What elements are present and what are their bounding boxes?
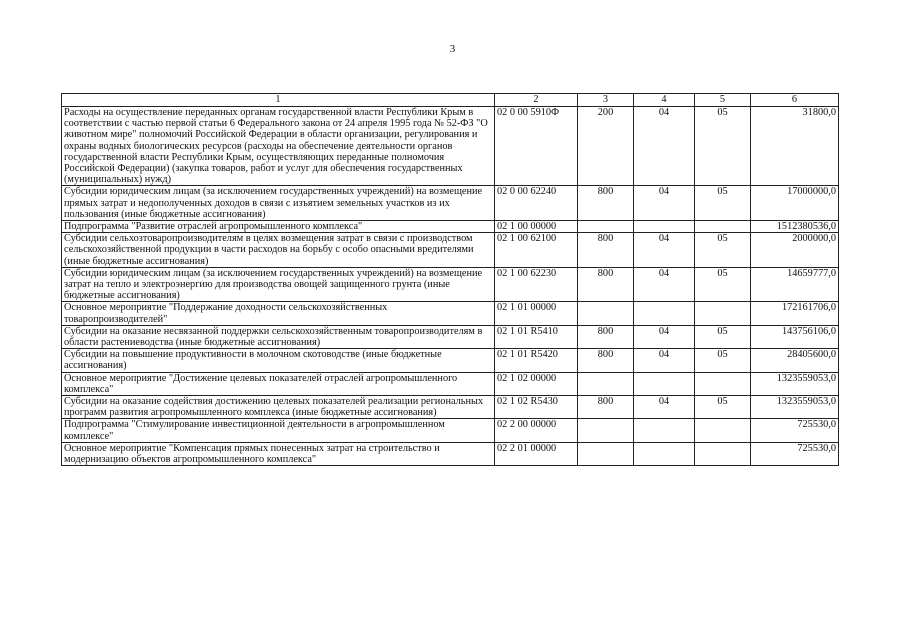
row-classification-code: 02 0 00 5910Ф (495, 107, 578, 186)
table-body (62, 107, 839, 466)
row-expense-type: 800 (578, 349, 634, 372)
row-description: Субсидии на оказание содействия достижению целевых показателей реализации региональных программ развития агропромышленного комплекса (иные бюджетные ассигнования) (62, 396, 495, 419)
row-subsection: 05 (695, 396, 751, 419)
table-header (62, 94, 839, 107)
row-expense-type: 800 (578, 233, 634, 268)
table-row (62, 267, 839, 302)
table-row (62, 396, 839, 419)
row-expense-type: 800 (578, 325, 634, 348)
row-expense-type (578, 372, 634, 395)
row-amount: 17000000,0 (751, 186, 839, 221)
row-amount: 143756106,0 (751, 325, 839, 348)
row-section: 04 (634, 349, 695, 372)
row-classification-code: 02 1 00 62230 (495, 267, 578, 302)
table-row (62, 233, 839, 268)
row-amount: 28405600,0 (751, 349, 839, 372)
row-subsection (695, 302, 751, 325)
row-description: Субсидии на повышение продуктивности в молочном скотоводстве (иные бюджетные ассигнования) (62, 349, 495, 372)
row-section: 04 (634, 186, 695, 221)
row-section (634, 302, 695, 325)
row-section (634, 419, 695, 442)
row-section: 04 (634, 107, 695, 186)
row-classification-code: 02 0 00 62240 (495, 186, 578, 221)
row-expense-type: 200 (578, 107, 634, 186)
row-subsection (695, 442, 751, 465)
table-row (62, 325, 839, 348)
column-header: 1 (62, 94, 495, 107)
table-row (62, 186, 839, 221)
row-section: 04 (634, 267, 695, 302)
row-expense-type: 800 (578, 267, 634, 302)
row-description: Подпрограмма "Развитие отраслей агропромышленного комплекса" (62, 221, 495, 233)
row-amount: 1323559053,0 (751, 396, 839, 419)
row-section (634, 442, 695, 465)
row-section: 04 (634, 325, 695, 348)
table-row (62, 442, 839, 465)
row-description: Субсидии юридическим лицам (за исключением государственных учреждений) на возмещение затрат на тепло и электроэнергию для производства овощей защищенного грунта (иные бюджетные ассигнования) (62, 267, 495, 302)
table-row (62, 302, 839, 325)
row-description: Субсидии юридическим лицам (за исключением государственных учреждений) на возмещение прямых затрат и недополученных доходов в связи с изъятием земельных участков из их пользования (иные бюджетные ассигнования) (62, 186, 495, 221)
table-row (62, 349, 839, 372)
budget-table (61, 93, 839, 466)
row-expense-type (578, 419, 634, 442)
row-description: Основное мероприятие "Поддержание доходности сельскохозяйственных товаропроизводителей" (62, 302, 495, 325)
row-classification-code: 02 1 02 00000 (495, 372, 578, 395)
row-amount: 172161706,0 (751, 302, 839, 325)
table-row (62, 221, 839, 233)
table-row (62, 107, 839, 186)
row-classification-code: 02 1 01 00000 (495, 302, 578, 325)
column-header: 4 (634, 94, 695, 107)
table-row (62, 419, 839, 442)
row-description: Расходы на осуществление переданных органам государственной власти Республики Крым в соответствии с частью первой статьи 6 Федерального закона от 24 апреля 1995 года № 52-ФЗ "О животном мире" полномочий Российской Федерации в области организации, регулирования и охраны водных биологических ресурсов (расходы на обеспечение деятельности органов государственной власти Республики Крым, осуществляющих переданные полномочия Российской Федерации) (закупка товаров, работ и услуг для обеспечения государственных (муниципальных) нужд) (62, 107, 495, 186)
row-classification-code: 02 1 00 00000 (495, 221, 578, 233)
row-section: 04 (634, 233, 695, 268)
row-subsection: 05 (695, 349, 751, 372)
row-expense-type: 800 (578, 186, 634, 221)
row-amount: 31800,0 (751, 107, 839, 186)
table-row (62, 372, 839, 395)
row-subsection: 05 (695, 325, 751, 348)
row-subsection (695, 419, 751, 442)
row-amount: 725530,0 (751, 419, 839, 442)
row-classification-code: 02 1 01 R5420 (495, 349, 578, 372)
row-amount: 14659777,0 (751, 267, 839, 302)
row-classification-code: 02 2 01 00000 (495, 442, 578, 465)
row-section (634, 221, 695, 233)
row-subsection (695, 221, 751, 233)
row-section (634, 372, 695, 395)
row-classification-code: 02 2 00 00000 (495, 419, 578, 442)
header-row (62, 94, 839, 107)
row-expense-type (578, 221, 634, 233)
column-header: 6 (751, 94, 839, 107)
row-classification-code: 02 1 01 R5410 (495, 325, 578, 348)
row-subsection: 05 (695, 267, 751, 302)
row-subsection: 05 (695, 107, 751, 186)
row-amount: 2000000,0 (751, 233, 839, 268)
row-description: Субсидии сельхозтоваропроизводителям в целях возмещения затрат в связи с производством сельскохозяйственной продукции в части расходов на борьбу с особо опасными вредителями (иные бюджетные ассигнования) (62, 233, 495, 268)
row-expense-type (578, 302, 634, 325)
row-description: Подпрограмма "Стимулирование инвестиционной деятельности в агропромышленном комплексе" (62, 419, 495, 442)
row-description: Субсидии на оказание несвязанной поддержки сельскохозяйственным товаропроизводителям в области растениеводства (иные бюджетные ассигнования) (62, 325, 495, 348)
row-description: Основное мероприятие "Достижение целевых показателей отраслей агропромышленного комплекса" (62, 372, 495, 395)
row-expense-type: 800 (578, 396, 634, 419)
row-classification-code: 02 1 00 62100 (495, 233, 578, 268)
row-section: 04 (634, 396, 695, 419)
column-header: 5 (695, 94, 751, 107)
column-header: 2 (495, 94, 578, 107)
row-subsection (695, 372, 751, 395)
row-expense-type (578, 442, 634, 465)
row-amount: 1323559053,0 (751, 372, 839, 395)
row-classification-code: 02 1 02 R5430 (495, 396, 578, 419)
row-amount: 725530,0 (751, 442, 839, 465)
row-subsection: 05 (695, 233, 751, 268)
row-amount: 1512380536,0 (751, 221, 839, 233)
row-description: Основное мероприятие "Компенсация прямых понесенных затрат на строительство и модернизацию объектов агропромышленного комплекса" (62, 442, 495, 465)
row-subsection: 05 (695, 186, 751, 221)
page-number: 3 (449, 43, 456, 55)
column-header: 3 (578, 94, 634, 107)
